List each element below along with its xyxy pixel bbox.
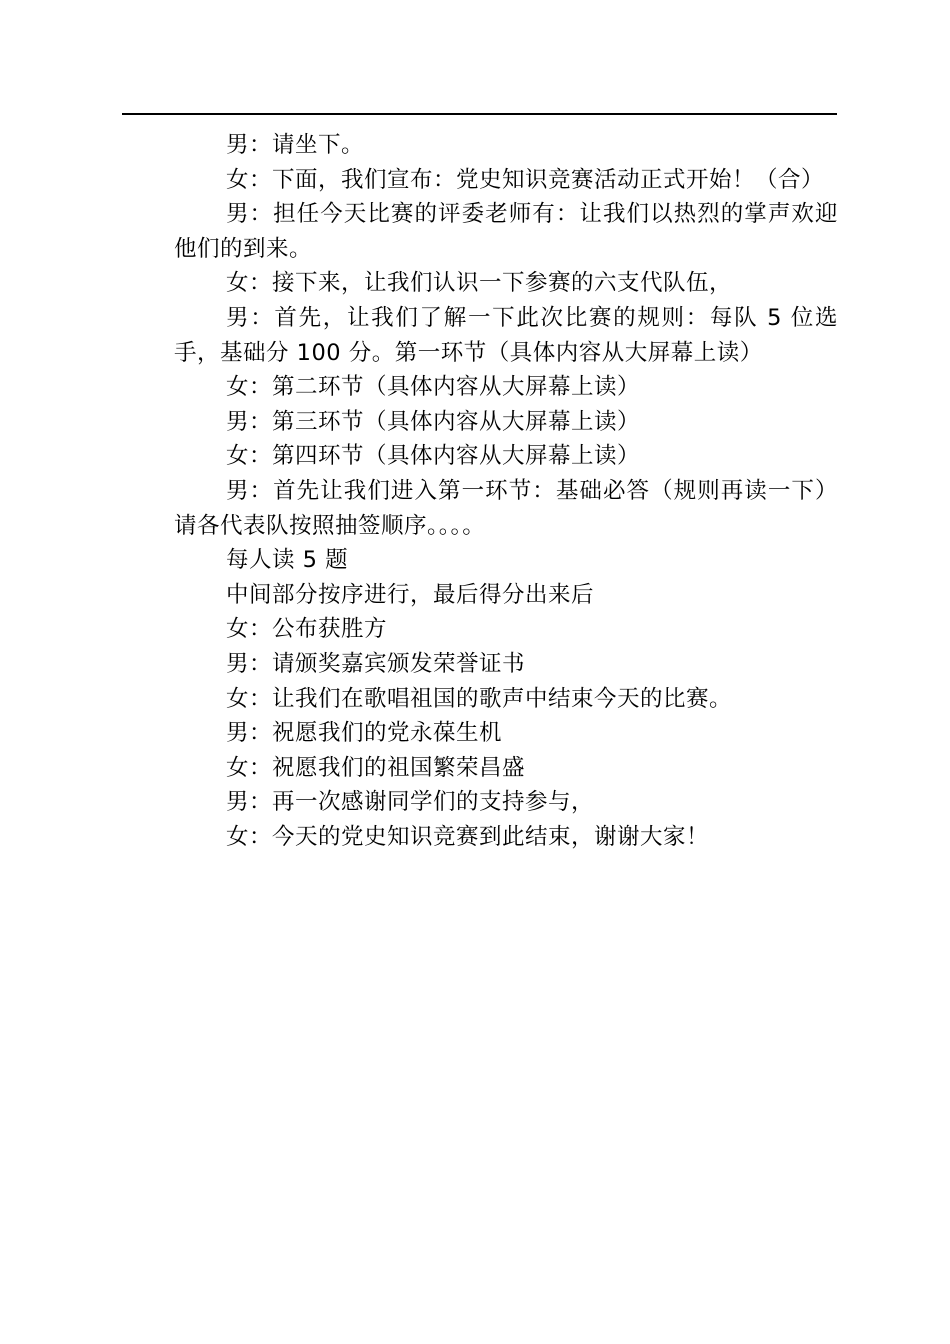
paragraph: 男：第三环节（具体内容从大屏幕上读） bbox=[226, 408, 641, 435]
paragraph: 每人读 5 题 bbox=[226, 547, 349, 574]
paragraph: 中间部分按序进行，最后得分出来后 bbox=[226, 581, 595, 608]
paragraph: 女：接下来，让我们认识一下参赛的六支代队伍， bbox=[226, 270, 733, 297]
paragraph: 女：公布获胜方 bbox=[226, 616, 388, 643]
paragraph: 男：请坐下。 bbox=[226, 132, 365, 158]
paragraph: 女：祝愿我们的祖国繁荣昌盛 bbox=[226, 754, 526, 781]
paragraph: 女：下面，我们宣布：党史知识竞赛活动正式开始！（合） bbox=[226, 166, 825, 193]
paragraph: 女：第二环节（具体内容从大屏幕上读） bbox=[226, 374, 641, 401]
paragraph: 男：再一次感谢同学们的支持参与， bbox=[226, 789, 595, 816]
paragraph: 男：首先，让我们了解一下此次比赛的规则：每队 5 位选手，基础分 100 分。第一环节（具体内容从大屏幕上读） bbox=[174, 304, 838, 366]
paragraph: 女：第四环节（具体内容从大屏幕上读） bbox=[226, 443, 641, 470]
paragraph: 女：今天的党史知识竞赛到此结束，谢谢大家！ bbox=[226, 823, 710, 850]
paragraph: 男：首先让我们进入第一环节：基础必答（规则再读一下）请各代表队按照抽签顺序。。。。 bbox=[174, 477, 838, 539]
header-rule bbox=[122, 113, 837, 115]
paragraph: 女：让我们在歌唱祖国的歌声中结束今天的比赛。 bbox=[226, 685, 733, 712]
document-body bbox=[174, 128, 838, 854]
paragraph: 男：担任今天比赛的评委老师有：让我们以热烈的掌声欢迎他们的到来。 bbox=[174, 201, 838, 262]
paragraph: 男：请颁奖嘉宾颁发荣誉证书 bbox=[226, 650, 526, 677]
paragraph: 男：祝愿我们的党永葆生机 bbox=[226, 720, 503, 747]
